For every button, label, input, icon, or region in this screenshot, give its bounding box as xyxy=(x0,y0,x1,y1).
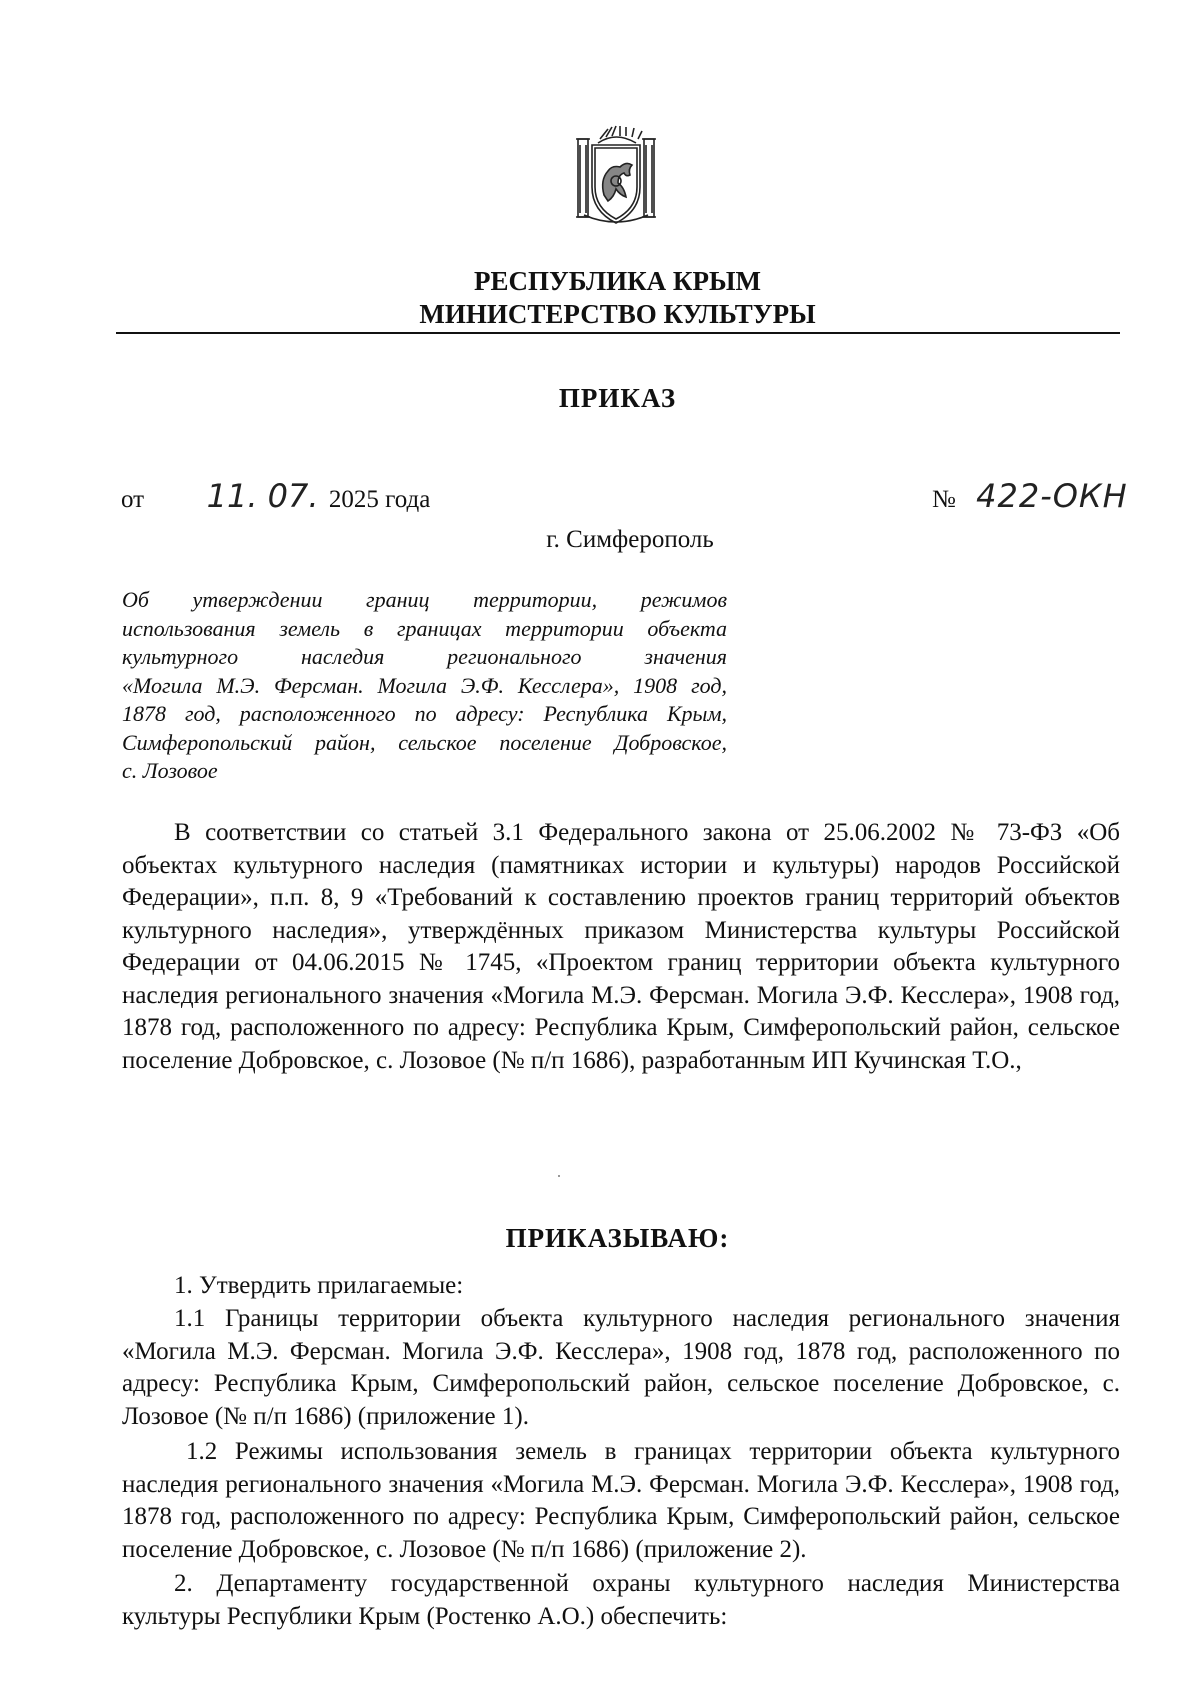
subject-line: «Могила М.Э. Ферсман. Могила Э.Ф. Кесслера», 1908 год, xyxy=(122,672,727,698)
order-heading: ПРИКАЗЫВАЮ: xyxy=(505,1223,730,1253)
date-handwritten: 11. 07. xyxy=(206,477,319,515)
document-date xyxy=(121,477,430,515)
coat-of-arms-emblem xyxy=(570,125,662,230)
subject-line: культурного наследия регионального значения xyxy=(122,644,727,669)
order-item-2: 2. Департаменту государственной охраны культурного наследия Министерства культуры Республики Крым (Ростенко А.О.) обеспечить: xyxy=(122,1570,1120,1630)
subject-line: Об утверждении границ территории, режимов xyxy=(122,587,727,612)
document-number xyxy=(932,477,1128,515)
document-subject xyxy=(122,586,727,786)
subject-line: Симферопольский район, сельское поселение Добровское, xyxy=(122,729,727,755)
document-type-title: ПРИКАЗ xyxy=(558,383,677,413)
order-item-1-1: 1.1 Границы территории объекта культурного наследия регионального значения «Могила М.Э. Ферсман. Могила Э.Ф. Кесслера», 1908 год, 1878 год, расположенного по адресу: Республика Крым, Симферопольский район, сельское поселение Добровское, с. Лозовое (№ п/п 1686) (приложение 1). xyxy=(122,1305,1120,1430)
date-year: 2025 года xyxy=(328,486,431,513)
subject-line: 1878 год, расположенного по адресу: Республика Крым, xyxy=(122,701,727,726)
subject-line: с. Лозовое xyxy=(122,758,218,783)
ministry-name: МИНИСТЕРСТВО КУЛЬТУРЫ xyxy=(419,299,816,329)
republic-name: РЕСПУБЛИКА КРЫМ xyxy=(473,266,761,296)
header-divider xyxy=(116,332,1120,334)
date-prefix: от xyxy=(121,486,145,513)
number-handwritten: 422-ОКН xyxy=(976,477,1128,515)
preamble-paragraph: В соответствии со статьей 3.1 Федерального закона от 25.06.2002 № 73-ФЗ «Об объектах культурного наследия (памятниках истории и культуры) народов Российской Федерации», п.п. 8, 9 «Требований к составлению проектов границ территорий объектов культурного наследия», утверждённых приказом Министерства культуры Российской Федерации от 04.06.2015 № 1745, «Проектом границ территории объекта культурного наследия регионального значения «Могила М.Э. Ферсман. Могила Э.Ф. Кесслера», 1908 год, 1878 год, расположенного по адресу: Республика Крым, Симферопольский район, сельское поселение Добровское, с. Лозовое (№ п/п 1686), разработанным ИП Кучинская Т.О., xyxy=(122,819,1120,1074)
subject-line: использования земель в границах территории объекта xyxy=(122,615,727,641)
city-name: г. Симферополь xyxy=(546,526,714,553)
order-item-1-2: 1.2 Режимы использования земель в границах территории объекта культурного наследия регионального значения «Могила М.Э. Ферсман. Могила Э.Ф. Кесслера», 1908 год, 1878 год, расположенного по адресу: Республика Крым, Симферопольский район, сельское поселение Добровское, с. Лозовое (№ п/п 1686) (приложение 2). xyxy=(122,1438,1120,1563)
order-item-1: 1. Утвердить прилагаемые: xyxy=(174,1272,464,1299)
number-sign: № xyxy=(932,486,956,513)
scan-speck xyxy=(558,1175,560,1177)
